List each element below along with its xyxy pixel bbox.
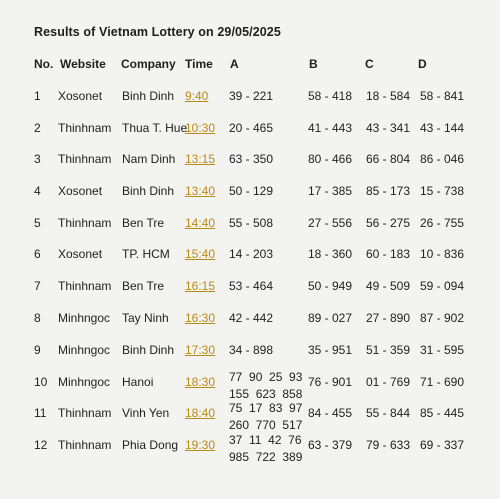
row-number: 12 — [34, 438, 48, 452]
time-link[interactable]: 15:40 — [185, 247, 216, 261]
prize-d-cell: 86 - 046 — [420, 152, 465, 166]
header-a: A — [230, 57, 239, 71]
time-link[interactable]: 17:30 — [185, 343, 216, 357]
prize-a-cell: 53 - 464 — [229, 279, 274, 293]
prize-d-cell: 43 - 144 — [420, 121, 465, 135]
website-cell: Xosonet — [58, 184, 103, 198]
prize-b-cell: 89 - 027 — [308, 311, 353, 325]
prize-b-cell: 58 - 418 — [308, 89, 353, 103]
website-cell: Thinhnam — [58, 438, 112, 452]
row-number: 10 — [34, 375, 48, 389]
time-link[interactable]: 19:30 — [185, 438, 216, 452]
prize-b-cell: 63 - 379 — [308, 438, 353, 452]
website-cell: Minhngoc — [58, 375, 111, 389]
header-d: D — [418, 57, 427, 71]
prize-c-cell: 51 - 359 — [366, 343, 411, 357]
prize-a-cell: 14 - 203 — [229, 247, 274, 261]
website-cell: Thinhnam — [58, 121, 112, 135]
website-cell: Thinhnam — [58, 279, 112, 293]
company-cell: Ben Tre — [122, 279, 165, 293]
website-cell: Minhngoc — [58, 343, 111, 357]
header-company: Company — [121, 57, 176, 71]
row-number: 6 — [34, 247, 41, 261]
time-link[interactable]: 13:40 — [185, 184, 216, 198]
prize-b-cell: 41 - 443 — [308, 121, 353, 135]
prize-b-cell: 84 - 455 — [308, 406, 353, 420]
prize-a-line1: 75 17 83 97 — [229, 401, 303, 415]
company-cell: Binh Dinh — [122, 343, 175, 357]
row-number: 7 — [34, 279, 41, 293]
header-b: B — [309, 57, 318, 71]
website-cell: Minhngoc — [58, 311, 111, 325]
prize-b-cell: 17 - 385 — [308, 184, 353, 198]
prize-c-cell: 01 - 769 — [366, 375, 411, 389]
company-cell: TP. HCM — [122, 247, 170, 261]
time-link[interactable]: 13:15 — [185, 152, 216, 166]
prize-c-cell: 60 - 183 — [366, 247, 411, 261]
time-link[interactable]: 10:30 — [185, 121, 216, 135]
row-number: 4 — [34, 184, 41, 198]
prize-b-cell: 18 - 360 — [308, 247, 353, 261]
prize-d-cell: 10 - 836 — [420, 247, 465, 261]
prize-a-cell — [229, 432, 302, 466]
company-cell: Phia Dong — [122, 438, 179, 452]
prize-a-line2: 260 770 517 — [229, 418, 303, 432]
table-row — [0, 433, 500, 478]
website-cell: Thinhnam — [58, 406, 112, 420]
prize-a-cell: 42 - 442 — [229, 311, 274, 325]
prize-d-cell: 26 - 755 — [420, 216, 465, 230]
time-link[interactable]: 14:40 — [185, 216, 216, 230]
row-number: 9 — [34, 343, 41, 357]
company-cell: Binh Dinh — [122, 89, 175, 103]
prize-d-cell: 71 - 690 — [420, 375, 465, 389]
prize-a-cell: 39 - 221 — [229, 89, 274, 103]
prize-b-cell: 76 - 901 — [308, 375, 353, 389]
prize-c-cell: 79 - 633 — [366, 438, 411, 452]
prize-a-line1: 37 11 42 76 — [229, 433, 302, 447]
time-link[interactable]: 18:30 — [185, 375, 216, 389]
prize-d-cell: 15 - 738 — [420, 184, 465, 198]
prize-a-line2: 155 623 858 — [229, 387, 303, 401]
time-link[interactable]: 16:15 — [185, 279, 216, 293]
prize-d-cell: 87 - 902 — [420, 311, 465, 325]
prize-a-cell: 55 - 508 — [229, 216, 274, 230]
prize-a-line2: 985 722 389 — [229, 450, 303, 464]
prize-d-cell: 59 - 094 — [420, 279, 465, 293]
company-cell: Binh Dinh — [122, 184, 175, 198]
prize-a-cell — [229, 369, 302, 403]
row-number: 1 — [34, 89, 41, 103]
website-cell: Xosonet — [58, 89, 103, 103]
prize-a-cell: 50 - 129 — [229, 184, 274, 198]
page-title: Results of Vietnam Lottery on 29/05/2025 — [34, 25, 281, 39]
row-number: 8 — [34, 311, 41, 325]
header-no: No. — [34, 57, 54, 71]
time-link[interactable]: 9:40 — [185, 89, 209, 103]
website-cell: Xosonet — [58, 247, 103, 261]
prize-c-cell: 43 - 341 — [366, 121, 411, 135]
prize-d-cell: 85 - 445 — [420, 406, 465, 420]
prize-b-cell: 50 - 949 — [308, 279, 353, 293]
prize-c-cell: 55 - 844 — [366, 406, 411, 420]
row-number: 2 — [34, 121, 41, 135]
prize-d-cell: 31 - 595 — [420, 343, 465, 357]
prize-c-cell: 56 - 275 — [366, 216, 411, 230]
prize-b-cell: 35 - 951 — [308, 343, 353, 357]
prize-d-cell: 69 - 337 — [420, 438, 465, 452]
company-cell: Tay Ninh — [122, 311, 169, 325]
company-cell: Ben Tre — [122, 216, 165, 230]
prize-c-cell: 18 - 584 — [366, 89, 411, 103]
website-cell: Thinhnam — [58, 216, 112, 230]
time-link[interactable]: 16:30 — [185, 311, 216, 325]
prize-c-cell: 66 - 804 — [366, 152, 411, 166]
prize-a-cell: 63 - 350 — [229, 152, 274, 166]
company-cell: Nam Dinh — [122, 152, 176, 166]
prize-a-cell: 20 - 465 — [229, 121, 274, 135]
prize-c-cell: 85 - 173 — [366, 184, 411, 198]
prize-a-line1: 77 90 25 93 — [229, 370, 303, 384]
prize-a-cell — [229, 400, 302, 434]
prize-d-cell: 58 - 841 — [420, 89, 465, 103]
row-number: 11 — [34, 406, 47, 420]
row-number: 5 — [34, 216, 41, 230]
time-link[interactable]: 18:40 — [185, 406, 216, 420]
header-c: C — [365, 57, 374, 71]
prize-a-cell: 34 - 898 — [229, 343, 274, 357]
header-website: Website — [60, 57, 106, 71]
company-cell: Vinh Yen — [122, 406, 170, 420]
prize-c-cell: 27 - 890 — [366, 311, 411, 325]
website-cell: Thinhnam — [58, 152, 112, 166]
prize-b-cell: 80 - 466 — [308, 152, 353, 166]
prize-b-cell: 27 - 556 — [308, 216, 353, 230]
header-time: Time — [185, 57, 213, 71]
prize-c-cell: 49 - 509 — [366, 279, 411, 293]
row-number: 3 — [34, 152, 41, 166]
company-cell: Hanoi — [122, 375, 154, 389]
company-cell: Thua T. Hue — [122, 121, 188, 135]
